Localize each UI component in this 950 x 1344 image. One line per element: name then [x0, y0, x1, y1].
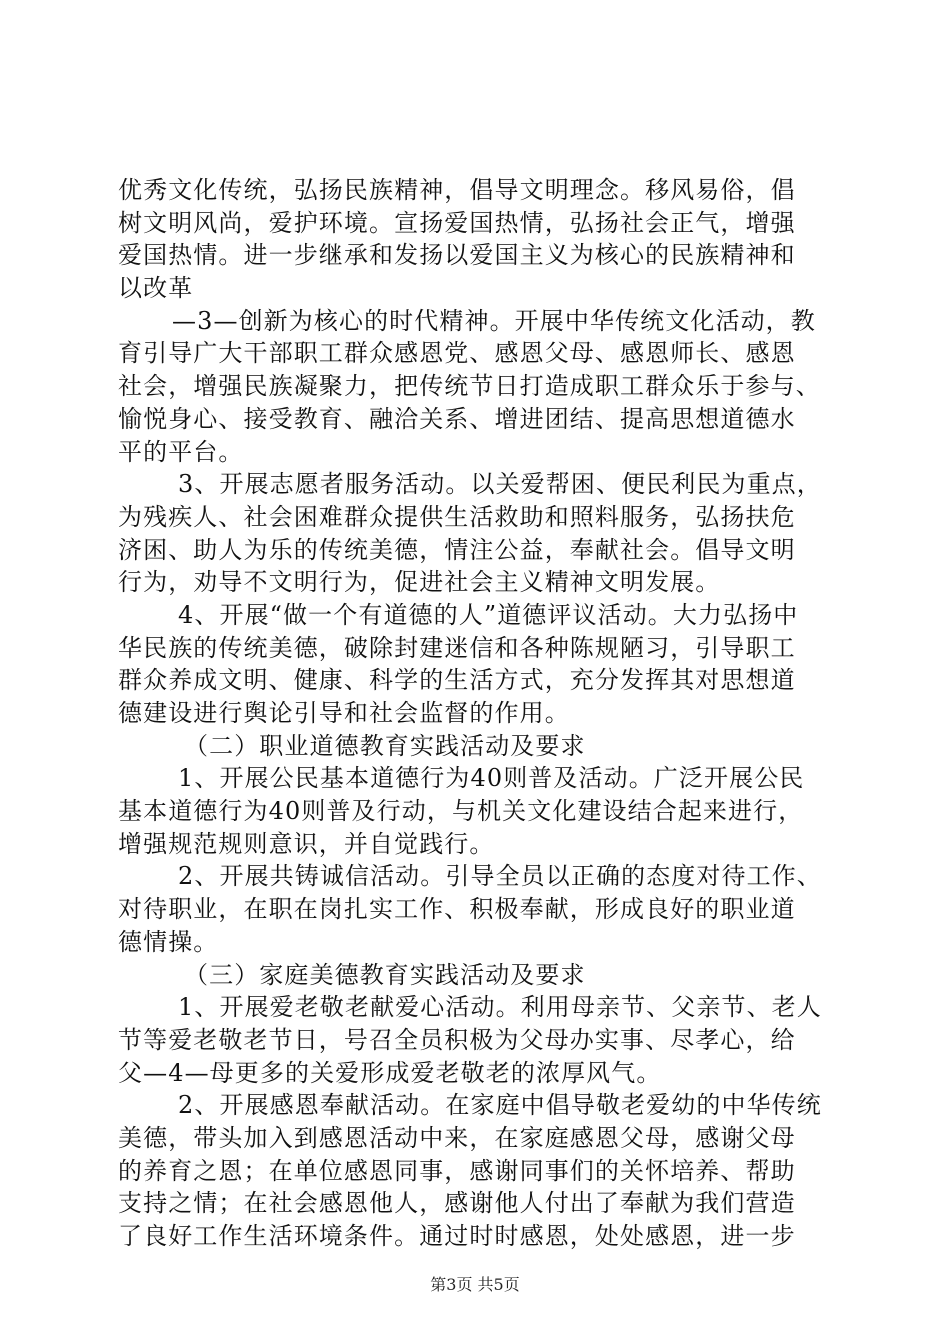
- text-line: 社会，增强民族凝聚力，把传统节日打造成职工群众乐于参与、: [118, 372, 821, 401]
- text-line: 以改革: [118, 274, 194, 303]
- text-line: 平的平台。: [118, 437, 244, 466]
- text-line: 3、开展志愿者服务活动。以关爱帮困、便民利民为重点，: [178, 470, 822, 499]
- text-line: 了良好工作生活环境条件。通过时时感恩，处处感恩，进一步: [118, 1222, 796, 1250]
- text-line: 2、开展共铸诚信活动。引导全员以正确的态度对待工作、: [178, 862, 822, 891]
- text-line: 1、开展爱老敬老献爱心活动。利用母亲节、父亲节、老人: [178, 993, 822, 1022]
- text-line: 德建设进行舆论引导和社会监督的作用。: [118, 699, 570, 727]
- text-line: 为残疾人、社会困难群众提供生活救助和照料服务，弘扬扶危: [118, 502, 796, 531]
- text-line: 的养育之恩；在单位感恩同事，感谢同事们的关怀培养、帮助: [118, 1156, 796, 1185]
- text-line: 群众养成文明、健康、科学的生活方式，充分发挥其对思想道: [118, 666, 796, 695]
- text-line: 愉悦身心、接受教育、融洽关系、增进团结、提高思想道德水: [118, 404, 796, 433]
- text-line: 济困、助人为乐的传统美德，情注公益，奉献社会。倡导文明: [118, 535, 796, 564]
- text-line: 基本道德行为40则普及行动，与机关文化建设结合起来进行，: [118, 797, 804, 826]
- text-line: 4、开展“做一个有道德的人”道德评议活动。大力弘扬中: [178, 600, 799, 629]
- document-body: [118, 174, 838, 1253]
- section-heading: （三）家庭美德教育实践活动及要求: [184, 960, 586, 989]
- text-line: 增强规范规则意识，并自觉践行。: [118, 829, 495, 858]
- text-line: 爱国热情。进一步继承和发扬以爱国主义为核心的民族精神和: [118, 241, 796, 270]
- text-line: 2、开展感恩奉献活动。在家庭中倡导敬老爱幼的中华传统: [178, 1091, 822, 1120]
- text-line: 树文明风尚，爱护环境。宣扬爱国热情，弘扬社会正气，增强: [118, 208, 796, 237]
- text-line: 育引导广大干部职工群众感恩党、感恩父母、感恩师长、感恩: [118, 339, 796, 368]
- text-line: 节等爱老敬老节日，号召全员积极为父母办实事、尽孝心，给: [118, 1025, 796, 1054]
- text-line: 行为，劝导不文明行为，促进社会主义精神文明发展。: [118, 568, 721, 597]
- text-line: 支持之情；在社会感恩他人，感谢他人付出了奉献为我们营造: [118, 1189, 796, 1218]
- text-line: 对待职业，在职在岗扎实工作、积极奉献，形成良好的职业道: [118, 895, 796, 924]
- text-line: 父—4—母更多的关爱形成爱老敬老的浓厚风气。: [118, 1058, 662, 1087]
- text-line: —3—创新为核心的时代精神。开展中华传统文化活动，教: [172, 306, 816, 335]
- text-line: 华民族的传统美德，破除封建迷信和各种陈规陋习，引导职工: [118, 633, 796, 662]
- text-line: 美德，带头加入到感恩活动中来，在家庭感恩父母，感谢父母: [118, 1123, 796, 1152]
- text-line: 1、开展公民基本道德行为40则普及活动。广泛开展公民: [178, 764, 805, 793]
- section-heading: （二）职业道德教育实践活动及要求: [184, 731, 586, 760]
- text-line: 优秀文化传统，弘扬民族精神，倡导文明理念。移风易俗，倡: [118, 176, 796, 204]
- text-line: 德情操。: [118, 927, 219, 956]
- page-number-footer: 第3页 共5页: [430, 1275, 520, 1294]
